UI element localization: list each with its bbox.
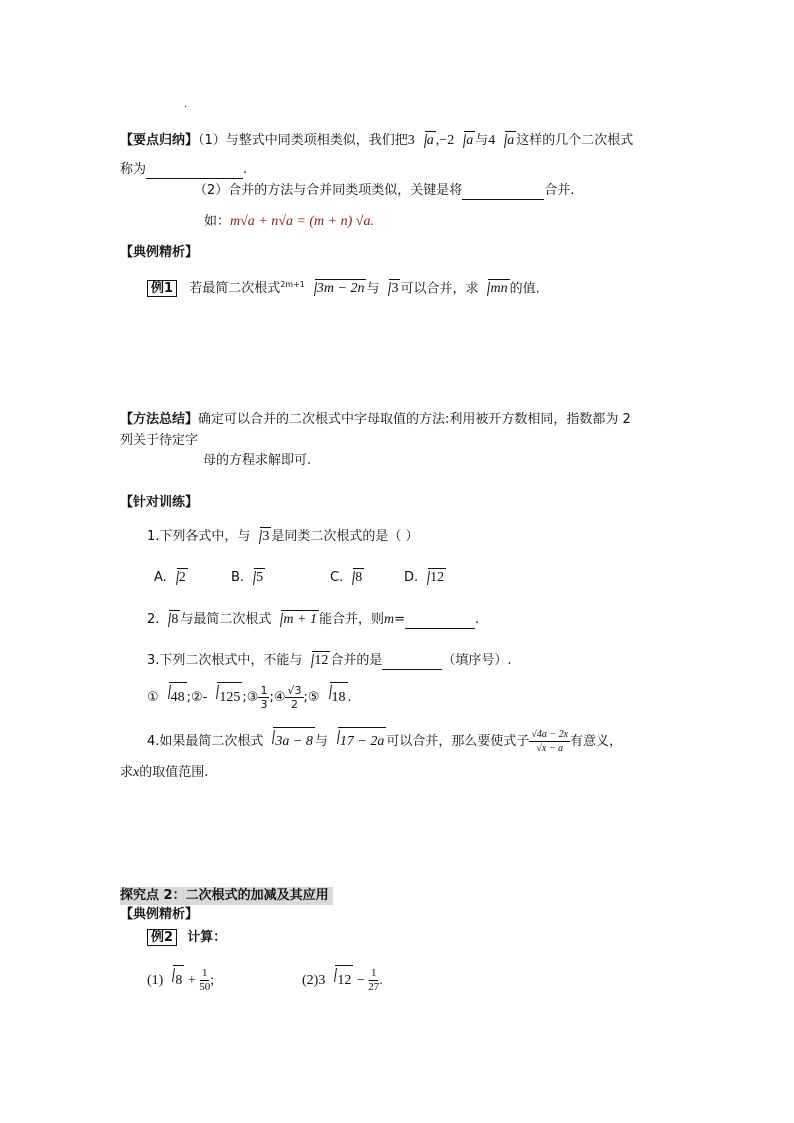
summary-example: 如：m√a + n√a = (m + n) √a. [204,214,374,229]
sqrt-a-2: a [455,131,475,150]
summary-label: 【要点归纳】 [120,133,199,148]
summary-line-2: 称为 . [120,162,248,177]
question-4: 4.如果最简二次根式 3a − 8 与 17 − 2a 可以合并，那么要使式子 $\frac{√4a - 2x}{√x - a}$ 有意义， [147,729,623,754]
method-line-2: 列关于待定字 [120,433,199,448]
example-2-box: 例2 [147,929,177,946]
fraction-1-50: $\frac{1}{50}$ [199,967,211,993]
blank-merge [462,185,544,200]
q1-option-c: C. 8 [330,570,363,585]
stray-dot: . [184,99,188,110]
method-summary: 【方法总结】确定可以合并的二次根式中字母取值的方法:利用被开方数相同，指数都为 2 [120,412,631,427]
summary-text-1: （1）与整式中同类项相类似，我们把 [198,133,408,148]
q1-option-b: B. 5 [231,570,264,585]
example-1: 例1 若最简二次根式$^{2m+1}$ 3m − 2n 与 3 可以合并，求 mn 的值. [147,276,540,298]
summary-line-1: 【要点归纳】（1）与整式中同类项相类似，我们把3 a ,−2 a 与4 a 这样的几个二次根式 [120,133,634,148]
problem-2-1: (1) 8 + $\frac{1}{50}$ ; [147,965,214,996]
method-label: 【方法总结】 [120,412,199,427]
q1-option-a: A. 2 [154,570,186,585]
question-4-line-2: 求x的取值范围. [120,765,209,780]
sqrt-a-3: a [496,131,516,150]
method-line-3: 母的方程求解即可. [203,453,312,468]
example-2: 例2 计算： [147,929,226,947]
summary-line-3: （2）合并的方法与合并同类项类似，关键是将 合并. [194,183,575,198]
question-2: 2. 8 与最简二次根式 m + 1 能合并，则m= . [147,612,480,627]
section-2-title: 探究点 2：二次根式的加减及其应用 [120,887,333,905]
example-formula: m√a + n√a = (m + n) √a. [230,214,374,229]
training-header: 【针对训练】 [120,495,199,510]
question-1: 1.下列各式中，与 3 是同类二次根式的是（ ） [147,529,419,544]
fraction-sqrt3-2: $\frac{√3}{2}$ [287,684,302,711]
q3-items: ① 48 ;②- 125 ;③ $\frac{1}{3}$ ;④ $\frac{√3}{2}$ ;⑤ 18 . [147,684,352,711]
problem-2-2: (2)3 12 − $\frac{1}{27}$ . [302,965,383,996]
example-header-1: 【典例精析】 [120,245,199,260]
blank-similar-radicals [146,164,243,179]
q1-option-d: D. 12 [404,570,445,585]
q2-answer-blank [405,614,475,629]
radical-index: 2m+1 [280,280,305,289]
sqrt-a-1: a [416,131,436,150]
fraction-1-3: $\frac{1}{3}$ [260,684,268,711]
fraction-1-27: $\frac{1}{27}$ [368,967,380,993]
example-header-2: 【典例精析】 [120,907,199,922]
q4-fraction: $\frac{√4a - 2x}{√x - a}$ [531,729,569,754]
example-1-box: 例1 [147,280,177,297]
question-3: 3.下列二次根式中，不能与 12 合并的是 （填序号）. [147,653,512,668]
q3-answer-blank [382,655,442,670]
